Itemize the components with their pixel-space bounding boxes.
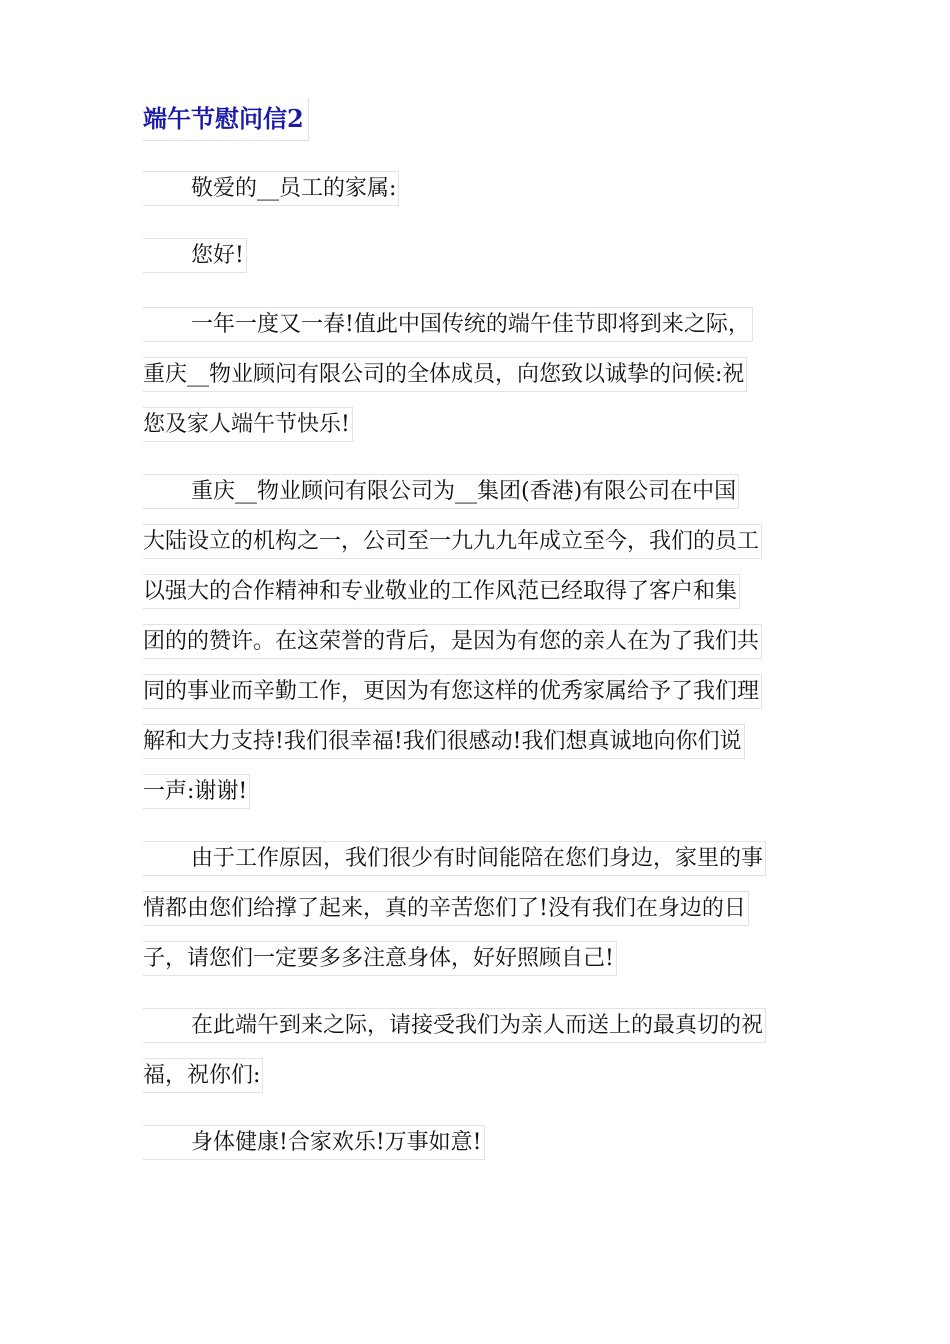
greeting-block [143, 230, 807, 280]
paragraph-line [143, 1000, 807, 1050]
greeting-text: 您好! [143, 238, 247, 273]
paragraph-line-text: 一年一度又一春!值此中国传统的端午佳节即将到来之际， [143, 307, 753, 342]
paragraph-line [143, 933, 807, 983]
paragraph-line-text: 团的的赞许。在这荣誉的背后，是因为有您的亲人在为了我们共 [143, 624, 762, 659]
paragraph-line-text: 由于工作原因，我们很少有时间能陪在您们身边，家里的事 [143, 841, 766, 876]
paragraph-line [143, 883, 807, 933]
paragraph-line-text: 大陆设立的机构之一，公司至一九九九年成立至今，我们的员工 [143, 524, 762, 559]
paragraph-line-text: 您及家人端午节快乐! [143, 407, 353, 442]
paragraph-line [143, 466, 807, 516]
paragraph-line [143, 399, 807, 449]
document-title: 端午节慰问信2 [143, 98, 309, 141]
paragraph-line [143, 516, 807, 566]
paragraph-line-text: 一声:谢谢! [143, 774, 250, 809]
paragraph-line-text: 子，请您们一定要多多注意身体，好好照顾自己! [143, 941, 617, 976]
paragraph-line [143, 299, 807, 349]
paragraph-line [143, 833, 807, 883]
paragraph-line-text: 同的事业而辛勤工作，更因为有您这样的优秀家属给予了我们理 [143, 674, 762, 709]
paragraph-line [143, 349, 807, 399]
closing-line [143, 1117, 807, 1167]
paragraph-line-text: 解和大力支持!我们很幸福!我们很感动!我们想真诚地向你们说 [143, 724, 745, 759]
paragraph-line [143, 716, 807, 766]
paragraph-line-text: 福，祝你们: [143, 1058, 263, 1093]
closing-block [143, 1117, 807, 1167]
salutation-block [143, 163, 807, 213]
paragraph-4 [143, 1000, 807, 1100]
salutation-line [143, 163, 807, 213]
paragraph-line [143, 666, 807, 716]
paragraph-line [143, 616, 807, 666]
paragraph-line-text: 情都由您们给撑了起来，真的辛苦您们了!没有我们在身边的日 [143, 891, 749, 926]
greeting-line [143, 230, 807, 280]
paragraph-line-text: 重庆__物业顾问有限公司的全体成员，向您致以诚挚的问候:祝 [143, 357, 747, 392]
closing-text: 身体健康!合家欢乐!万事如意! [143, 1125, 485, 1160]
paragraph-line-text: 重庆__物业顾问有限公司为__集团(香港)有限公司在中国 [143, 474, 739, 509]
paragraph-line-text: 以强大的合作精神和专业敬业的工作风范已经取得了客户和集 [143, 574, 740, 609]
paragraph-3 [143, 833, 807, 983]
paragraph-line [143, 566, 807, 616]
paragraph-line [143, 1050, 807, 1100]
paragraph-line [143, 766, 807, 816]
paragraph-2 [143, 466, 807, 816]
paragraph-line-text: 在此端午到来之际，请接受我们为亲人而送上的最真切的祝 [143, 1008, 766, 1043]
paragraph-1 [143, 299, 807, 449]
salutation-text: 敬爱的__员工的家属: [143, 171, 399, 206]
